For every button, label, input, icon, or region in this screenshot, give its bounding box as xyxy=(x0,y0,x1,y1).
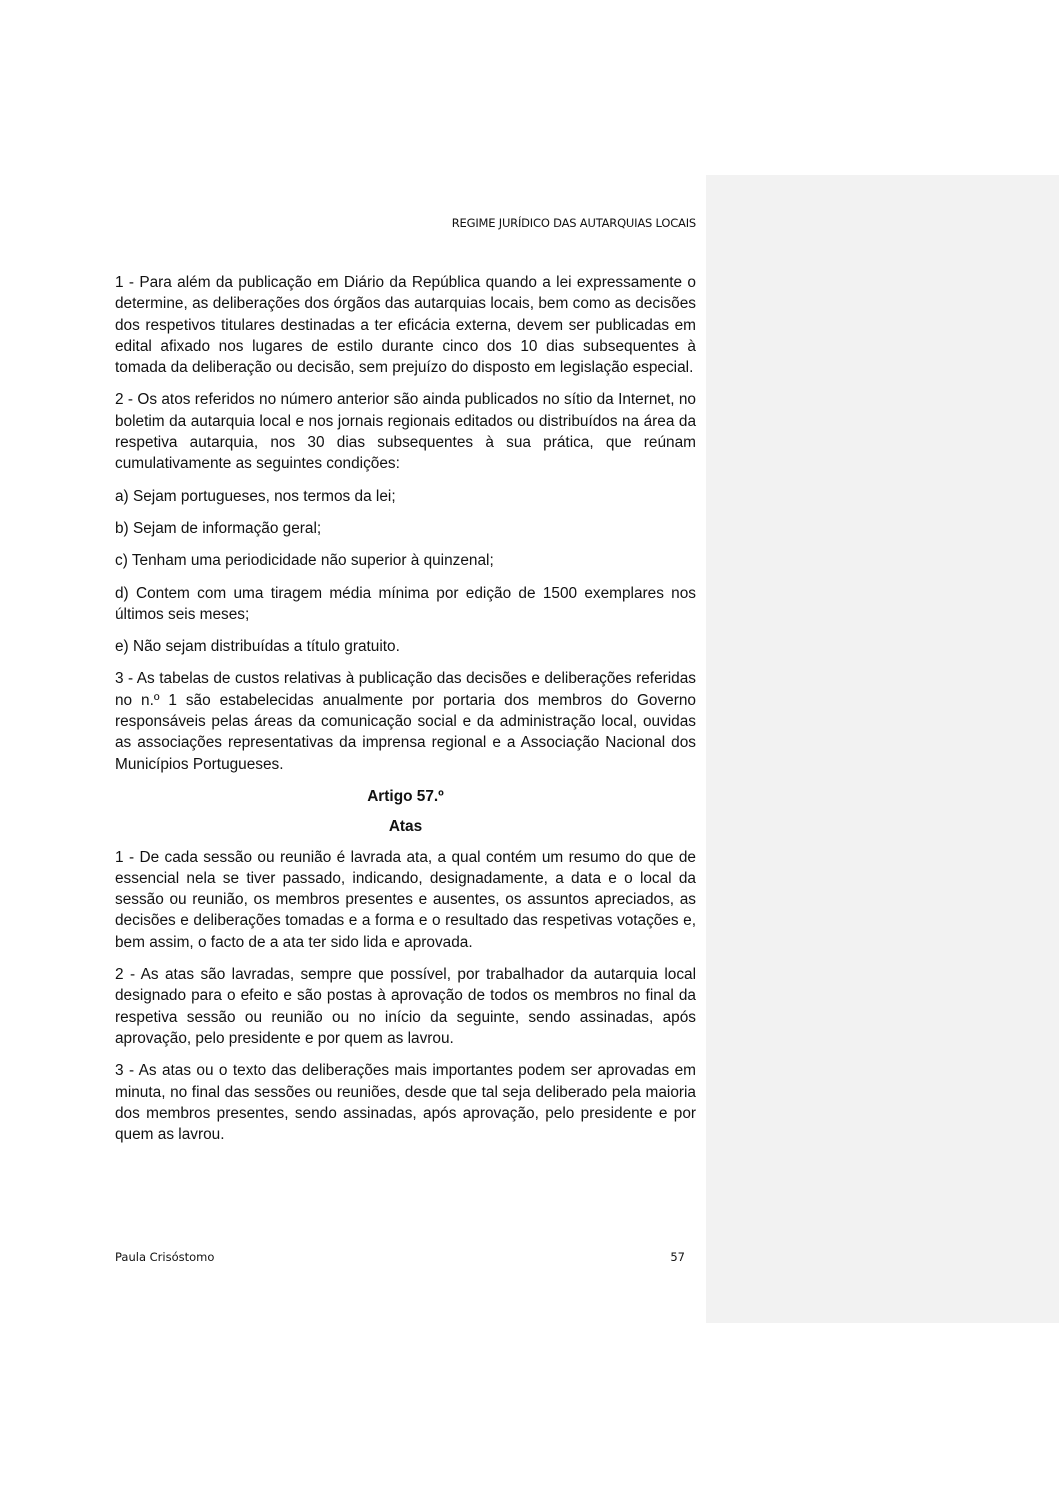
running-header: REGIME JURÍDICO DAS AUTARQUIAS LOCAIS xyxy=(451,216,696,230)
list-item-c: c) Tenham uma periodicidade não superior à quinzenal; xyxy=(115,552,494,570)
footer-author: Paula Crisóstomo xyxy=(115,1250,215,1264)
list-item-e: e) Não sejam distribuídas a título gratuito. xyxy=(115,638,400,656)
page-number: 57 xyxy=(670,1250,685,1264)
paragraph-1: 1 - Para além da publicação em Diário da República quando a lei expressamente o determine, as deliberações dos órgãos das autarquias locais, bem como as decisões dos respetivos titulares destinadas a ter eficácia externa, devem ser publicadas em edital afixado nos lugares de estilo durante cinco dos 10 dias subsequentes à tomada da deliberação ou decisão, sem prejuízo do disposto em legislação especial. xyxy=(115,274,696,377)
article-paragraph-1: 1 - De cada sessão ou reunião é lavrada ata, a qual contém um resumo do que de essencial nela se tiver passado, indicando, designadamente, a data e o local da sessão ou reunião, os membros presentes e ausentes, os assuntos apreciados, as decisões e deliberações tomadas e a forma e o resultado das respetivas votações e, bem assim, o facto de a ata ter sido lida e aprovada. xyxy=(115,848,696,951)
article-paragraph-3: 3 - As atas ou o texto das deliberações mais importantes podem ser aprovadas em minuta, no final das sessões ou reuniões, desde que tal seja deliberado pela maioria dos membros presentes, sendo assinadas, após aprovação, pelo presidente e por quem as lavrou. xyxy=(115,1062,696,1144)
article-number: Artigo 57.º xyxy=(367,787,444,805)
list-item-a: a) Sejam portugueses, nos termos da lei; xyxy=(115,487,396,505)
list-item-b: b) Sejam de informação geral; xyxy=(115,519,322,537)
document-body xyxy=(115,272,696,1156)
article-title: Atas xyxy=(388,818,423,836)
comment-margin-pane xyxy=(706,175,1059,1323)
paragraph-2: 2 - Os atos referidos no número anterior são ainda publicados no sítio da Internet, no boletim da autarquia local e nos jornais regionais editados ou distribuídos na área da respetiva autarquia, nos 30 dias subsequentes à sua prática, que reúnam cumulativamente as seguintes condições: xyxy=(115,391,696,473)
paragraph-3: 3 - As tabelas de custos relativas à publicação das decisões e deliberações referidas no n.º 1 são estabelecidas anualmente por portaria dos membros do Governo responsáveis pelas áreas da comunicação social e da administração local, ouvidas as associações representativas da imprensa regional e a Associação Nacional dos Municípios Portugueses. xyxy=(115,670,696,773)
list-item-d: d) Contem com uma tiragem média mínima por edição de 1500 exemplares nos últimos seis meses; xyxy=(115,584,696,623)
article-paragraph-2: 2 - As atas são lavradas, sempre que possível, por trabalhador da autarquia local designado para o efeito e são postas à aprovação de todos os membros no final da respetiva sessão ou reunião ou no início da seguinte, sendo assinadas, após aprovação, pelo presidente e por quem as lavrou. xyxy=(115,966,696,1047)
